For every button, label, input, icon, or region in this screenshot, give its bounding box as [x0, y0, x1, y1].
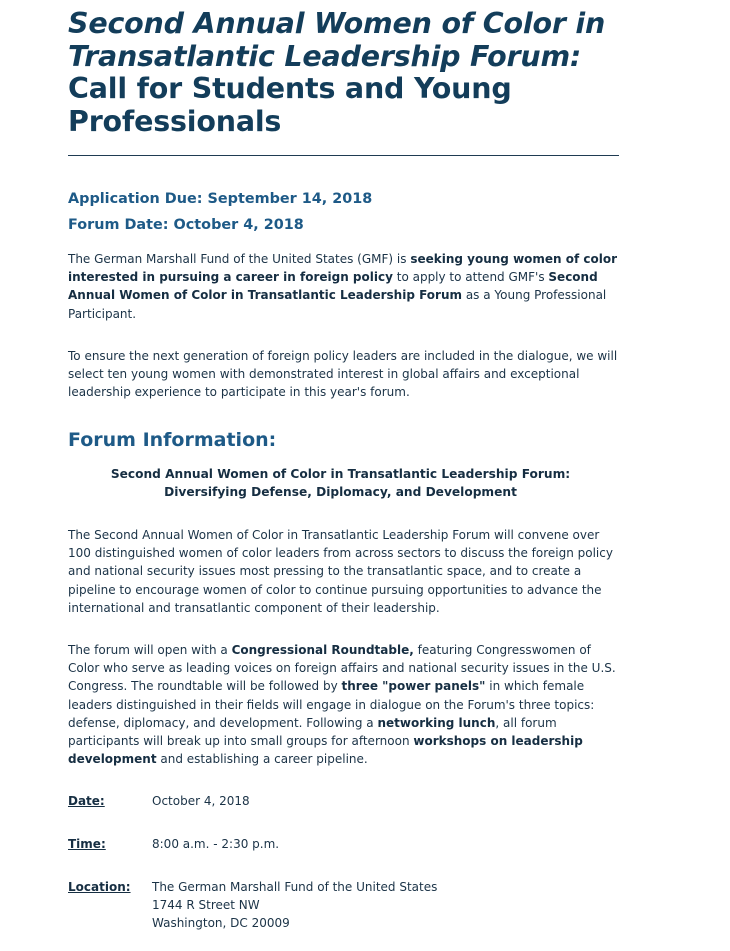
program-bold-3: networking lunch: [377, 715, 496, 730]
location-line-2: 1744 R Street NW: [152, 898, 260, 913]
document-page: [68, 0, 628, 931]
location-line-1: The German Marshall Fund of the United States: [152, 880, 438, 894]
date-label: Date:: [68, 794, 105, 808]
convene-paragraph: The Second Annual Women of Color in Transatlantic Leadership Forum will convene over 100 distinguished women of color leaders from across sectors to discuss the foreign policy and national security issues most pressing to the transatlantic space, and to create a pipeline to encourage women of color to continue pursuing opportunities to advance the international and transatlantic component of their leadership.: [68, 528, 613, 615]
page-title: [68, 8, 628, 138]
program-bold-2: three "power panels": [341, 679, 486, 694]
program-text-4: , all forum participants will break up into small groups for afternoon: [68, 715, 557, 749]
forum-date: Forum Date: October 4, 2018: [68, 217, 304, 233]
forum-subtitle-line-1: Second Annual Women of Color in Transatlantic Leadership Forum:: [110, 467, 571, 481]
intro-bold-1: seeking young women of color interested in pursuing a career in foreign policy: [68, 252, 618, 285]
time-label: Time:: [68, 837, 106, 851]
intro-text-1: The German Marshall Fund of the United States (GMF) is: [68, 252, 411, 266]
program-text-1: The forum will open with a: [68, 643, 232, 657]
location-line-3: Washington, DC 20009: [152, 916, 290, 931]
program-text-5: and establishing a career pipeline.: [156, 752, 368, 767]
time-value: 8:00 a.m. - 2:30 p.m.: [152, 837, 280, 851]
intro-text-2: to apply to attend GMF's: [392, 270, 549, 285]
forum-subtitle: [68, 465, 613, 501]
program-paragraph: [68, 641, 620, 768]
title-divider: [68, 155, 619, 156]
program-bold-1: Congressional Roundtable,: [231, 643, 414, 657]
intro-bold-2: Second Annual Women of Color in Transatlantic Leadership Forum: [68, 270, 598, 303]
program-bold-4: workshops on leadership development: [68, 734, 583, 767]
program-text-2: featuring Congresswomen of Color who serve as leading voices on foreign affairs and national security issues in the U.S. Congress. The roundtable will be followed by: [68, 643, 616, 694]
key-dates: [68, 186, 372, 238]
program-text-3: in which female leaders distinguished in their fields will engage in dialogue on the Forum's three topics: defense, diplomacy, and development. Following a: [68, 679, 595, 730]
location-label: Location:: [68, 880, 131, 894]
selection-paragraph: To ensure the next generation of foreign policy leaders are included in the dialogue, we will select ten young women with demonstrated interest in global affairs and exceptional leadership experience to participate in this year's forum.: [68, 349, 618, 400]
intro-text-3: as a Young Professional Participant.: [68, 288, 607, 321]
title-normal-part: Call for Students and Young Professionals: [68, 72, 512, 138]
section-heading: Forum Information:: [68, 429, 277, 451]
date-value: October 4, 2018: [152, 794, 250, 808]
application-due: Application Due: September 14, 2018: [68, 191, 373, 207]
location-value: [152, 878, 437, 933]
forum-subtitle-line-2: Diversifying Defense, Diplomacy, and Development: [164, 485, 517, 500]
intro-paragraph: [68, 250, 620, 323]
title-italic-part: Second Annual Women of Color in Transatlantic Leadership Forum:: [68, 7, 606, 73]
